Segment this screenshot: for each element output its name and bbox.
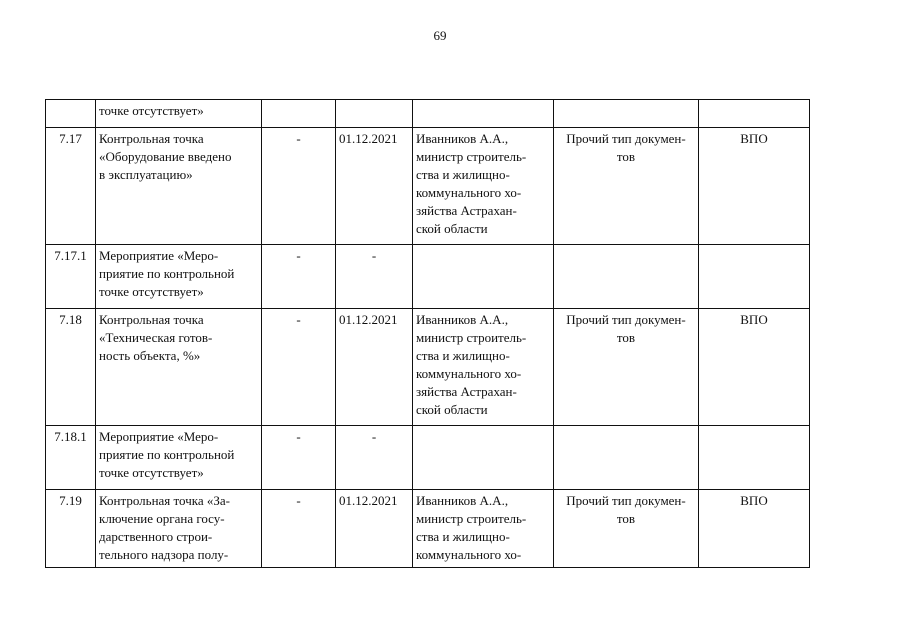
row-start-cell [262,100,336,128]
row-date-cell: 01.12.2021 [336,128,413,245]
row-name-cell: Мероприятие «Меро- приятие по контрольной точке отсутствует» [96,245,262,309]
row-system-cell: ВПО [699,309,810,426]
table-row [46,128,810,245]
row-responsible-cell: Иванников А.А., министр строитель- ства и жилищно- коммунального хо- зяйства Астрахан- ской области [413,309,554,426]
row-doc-type-cell [554,426,699,490]
table-row [46,426,810,490]
row-date-cell: - [336,426,413,490]
row-doc-type-cell [554,245,699,309]
row-name-cell: Контрольная точка «Оборудование введено в эксплуатацию» [96,128,262,245]
row-name-cell: Контрольная точка «Техническая готов- ность объекта, %» [96,309,262,426]
row-responsible-cell: Иванников А.А., министр строитель- ства и жилищно- коммунального хо- зяйства Астрахан- ской области [413,128,554,245]
row-system-cell [699,245,810,309]
row-system-cell [699,100,810,128]
row-number-cell: 7.17.1 [46,245,96,309]
row-system-cell [699,426,810,490]
row-start-cell: - [262,490,336,568]
row-start-cell: - [262,426,336,490]
row-responsible-cell [413,245,554,309]
row-number-cell: 7.18.1 [46,426,96,490]
document-table [45,99,810,568]
row-date-cell: - [336,245,413,309]
table-row [46,490,810,568]
row-doc-type-cell [554,100,699,128]
row-doc-type-cell: Прочий тип докумен- тов [554,490,699,568]
table-row [46,245,810,309]
row-date-cell: 01.12.2021 [336,490,413,568]
row-responsible-cell [413,100,554,128]
row-number-cell: 7.18 [46,309,96,426]
row-number-cell [46,100,96,128]
row-number-cell: 7.19 [46,490,96,568]
row-number-cell: 7.17 [46,128,96,245]
row-date-cell [336,100,413,128]
row-name-cell: Мероприятие «Меро- приятие по контрольной точке отсутствует» [96,426,262,490]
row-start-cell: - [262,245,336,309]
row-start-cell: - [262,128,336,245]
row-name-cell: точке отсутствует» [96,100,262,128]
row-start-cell: - [262,309,336,426]
row-doc-type-cell: Прочий тип докумен- тов [554,309,699,426]
row-system-cell: ВПО [699,128,810,245]
page-number: 69 [433,28,447,43]
row-date-cell: 01.12.2021 [336,309,413,426]
row-doc-type-cell: Прочий тип докумен- тов [554,128,699,245]
row-system-cell: ВПО [699,490,810,568]
table-row [46,100,810,128]
table-row [46,309,810,426]
row-responsible-cell: Иванников А.А., министр строитель- ства и жилищно- коммунального хо- [413,490,554,568]
row-responsible-cell [413,426,554,490]
row-name-cell: Контрольная точка «За- ключение органа госу- дарственного строи- тельного надзора полу- [96,490,262,568]
